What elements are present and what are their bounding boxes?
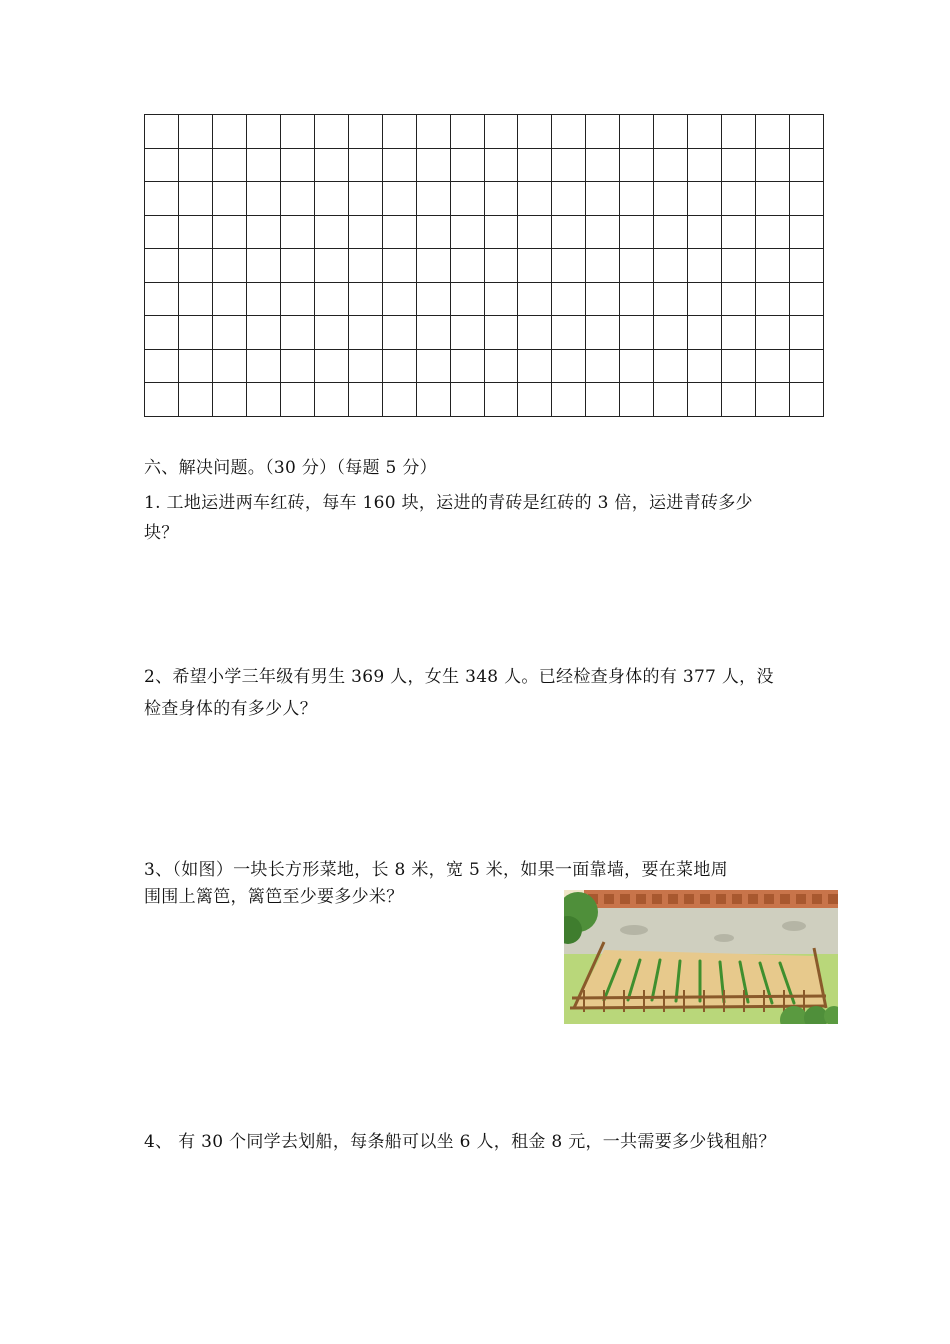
grid-cell[interactable] (790, 350, 824, 384)
grid-cell[interactable] (722, 149, 756, 183)
grid-cell[interactable] (790, 149, 824, 183)
grid-cell[interactable] (315, 216, 349, 250)
grid-cell[interactable] (790, 216, 824, 250)
grid-cell[interactable] (518, 182, 552, 216)
writing-grid[interactable] (144, 114, 824, 417)
grid-cell[interactable] (281, 350, 315, 384)
grid-cell[interactable] (552, 350, 586, 384)
grid-cell[interactable] (620, 115, 654, 149)
vegetable-garden-illustration (564, 890, 838, 1024)
grid-cell[interactable] (417, 182, 451, 216)
grid-cell[interactable] (213, 350, 247, 384)
grid-cell[interactable] (213, 149, 247, 183)
grid-cell[interactable] (247, 115, 281, 149)
grid-cell[interactable] (586, 115, 620, 149)
grid-cell[interactable] (451, 115, 485, 149)
grid-cell[interactable] (586, 283, 620, 317)
grid-cell[interactable] (790, 249, 824, 283)
grid-cell[interactable] (213, 216, 247, 250)
grid-cell[interactable] (620, 216, 654, 250)
grid-cell[interactable] (654, 316, 688, 350)
grid-cell[interactable] (281, 249, 315, 283)
grid-cell[interactable] (485, 249, 519, 283)
grid-cell[interactable] (451, 182, 485, 216)
grid-cell[interactable] (722, 283, 756, 317)
grid-cell[interactable] (552, 149, 586, 183)
grid-cell[interactable] (417, 350, 451, 384)
grid-cell[interactable] (281, 316, 315, 350)
grid-cell[interactable] (688, 283, 722, 317)
grid-cell[interactable] (145, 115, 179, 149)
grid-cell[interactable] (518, 350, 552, 384)
grid-cell[interactable] (247, 283, 281, 317)
section-title: 六、解决问题。（30 分）（每题 5 分） (144, 458, 437, 478)
grid-cell[interactable] (247, 350, 281, 384)
question-3-line-2: 围围上篱笆，篱笆至少要多少米？ (144, 887, 404, 907)
grid-cell[interactable] (485, 383, 519, 417)
grid-cell[interactable] (451, 350, 485, 384)
grid-cell[interactable] (349, 350, 383, 384)
grid-cell[interactable] (315, 249, 349, 283)
grid-cell[interactable] (518, 283, 552, 317)
grid-cell[interactable] (417, 115, 451, 149)
grid-cell[interactable] (179, 216, 213, 250)
grid-cell[interactable] (485, 283, 519, 317)
grid-cell[interactable] (417, 316, 451, 350)
grid-cell[interactable] (247, 182, 281, 216)
grid-cell[interactable] (688, 249, 722, 283)
grid-cell[interactable] (281, 383, 315, 417)
grid-cell[interactable] (586, 383, 620, 417)
grid-cell[interactable] (451, 149, 485, 183)
grid-cell[interactable] (145, 249, 179, 283)
grid-cell[interactable] (790, 283, 824, 317)
grid-cell[interactable] (756, 182, 790, 216)
grid-cell[interactable] (383, 115, 417, 149)
grid-cell[interactable] (179, 182, 213, 216)
grid-cell[interactable] (383, 350, 417, 384)
grid-cell[interactable] (586, 216, 620, 250)
grid-cell[interactable] (552, 316, 586, 350)
grid-cell[interactable] (620, 283, 654, 317)
grid-cell[interactable] (552, 182, 586, 216)
grid-cell[interactable] (654, 249, 688, 283)
grid-cell[interactable] (485, 149, 519, 183)
question-1-line-1: 1. 工地运进两车红砖，每车 160 块，运进的青砖是红砖的 3 倍，运进青砖多少 (144, 493, 753, 513)
grid-cell[interactable] (179, 149, 213, 183)
grid-cell[interactable] (315, 115, 349, 149)
grid-cell[interactable] (790, 115, 824, 149)
grid-cell[interactable] (722, 182, 756, 216)
grid-cell[interactable] (247, 149, 281, 183)
question-4-line-1: 4、 有 30 个同学去划船，每条船可以坐 6 人，租金 8 元，一共需要多少钱租船？ (144, 1132, 776, 1152)
grid-cell[interactable] (722, 350, 756, 384)
grid-cell[interactable] (145, 350, 179, 384)
grid-cell[interactable] (349, 316, 383, 350)
grid-cell[interactable] (349, 216, 383, 250)
grid-cell[interactable] (417, 383, 451, 417)
grid-cell[interactable] (620, 350, 654, 384)
grid-cell[interactable] (654, 182, 688, 216)
grid-cell[interactable] (586, 316, 620, 350)
grid-cell[interactable] (315, 350, 349, 384)
grid-cell[interactable] (349, 149, 383, 183)
grid-cell[interactable] (451, 283, 485, 317)
grid-cell[interactable] (349, 283, 383, 317)
grid-cell[interactable] (722, 216, 756, 250)
grid-cell[interactable] (485, 115, 519, 149)
grid-cell[interactable] (383, 249, 417, 283)
grid-cell[interactable] (281, 216, 315, 250)
grid-cell[interactable] (383, 149, 417, 183)
grid-cell[interactable] (145, 182, 179, 216)
grid-cell[interactable] (281, 182, 315, 216)
grid-cell[interactable] (485, 350, 519, 384)
grid-cell[interactable] (247, 383, 281, 417)
grid-cell[interactable] (722, 249, 756, 283)
grid-cell[interactable] (213, 115, 247, 149)
grid-cell[interactable] (688, 216, 722, 250)
grid-cell[interactable] (756, 249, 790, 283)
grid-cell[interactable] (654, 383, 688, 417)
grid-cell[interactable] (688, 316, 722, 350)
grid-cell[interactable] (518, 249, 552, 283)
grid-cell[interactable] (518, 149, 552, 183)
grid-cell[interactable] (654, 115, 688, 149)
grid-cell[interactable] (417, 283, 451, 317)
grid-cell[interactable] (451, 216, 485, 250)
grid-cell[interactable] (145, 316, 179, 350)
grid-cell[interactable] (722, 115, 756, 149)
grid-cell[interactable] (552, 216, 586, 250)
grid-cell[interactable] (281, 115, 315, 149)
grid-cell[interactable] (620, 182, 654, 216)
grid-cell[interactable] (213, 182, 247, 216)
question-2-line-1: 2、希望小学三年级有男生 369 人，女生 348 人。已经检查身体的有 377 人，没 (144, 667, 774, 687)
grid-cell[interactable] (790, 383, 824, 417)
grid-cell[interactable] (213, 383, 247, 417)
grid-cell[interactable] (247, 216, 281, 250)
grid-cell[interactable] (315, 182, 349, 216)
grid-cell[interactable] (756, 115, 790, 149)
grid-cell[interactable] (213, 283, 247, 317)
grid-cell[interactable] (552, 249, 586, 283)
grid-cell[interactable] (586, 249, 620, 283)
grid-cell[interactable] (722, 316, 756, 350)
grid-cell[interactable] (383, 283, 417, 317)
grid-cell[interactable] (756, 383, 790, 417)
grid-cell[interactable] (145, 149, 179, 183)
grid-cell[interactable] (654, 283, 688, 317)
grid-cell[interactable] (349, 383, 383, 417)
grid-cell[interactable] (417, 216, 451, 250)
grid-cell[interactable] (417, 249, 451, 283)
grid-cell[interactable] (552, 383, 586, 417)
grid-cell[interactable] (145, 283, 179, 317)
grid-cell[interactable] (281, 283, 315, 317)
grid-cell[interactable] (722, 383, 756, 417)
grid-cell[interactable] (790, 182, 824, 216)
grid-cell[interactable] (688, 115, 722, 149)
grid-cell[interactable] (654, 350, 688, 384)
grid-cell[interactable] (179, 350, 213, 384)
grid-cell[interactable] (620, 383, 654, 417)
grid-cell[interactable] (586, 182, 620, 216)
question-1-line-2: 块？ (144, 523, 179, 543)
grid-cell[interactable] (451, 316, 485, 350)
grid-cell[interactable] (654, 216, 688, 250)
grid-cell[interactable] (315, 149, 349, 183)
grid-cell[interactable] (315, 316, 349, 350)
question-2-line-2: 检查身体的有多少人？ (144, 699, 317, 719)
grid-cell[interactable] (485, 316, 519, 350)
grid-cell[interactable] (518, 115, 552, 149)
grid-cell[interactable] (179, 249, 213, 283)
grid-cell[interactable] (756, 216, 790, 250)
grid-cell[interactable] (213, 316, 247, 350)
grid-cell[interactable] (281, 149, 315, 183)
grid-cell[interactable] (179, 283, 213, 317)
grid-cell[interactable] (552, 283, 586, 317)
grid-cell[interactable] (586, 149, 620, 183)
grid-cell[interactable] (145, 216, 179, 250)
grid-cell[interactable] (383, 383, 417, 417)
grid-cell[interactable] (349, 115, 383, 149)
grid-cell[interactable] (552, 115, 586, 149)
grid-cell[interactable] (620, 316, 654, 350)
grid-cell[interactable] (179, 383, 213, 417)
grid-cell[interactable] (654, 149, 688, 183)
grid-cell[interactable] (315, 283, 349, 317)
grid-cell[interactable] (756, 350, 790, 384)
grid-cell[interactable] (383, 316, 417, 350)
grid-cell[interactable] (485, 216, 519, 250)
grid-cell[interactable] (688, 149, 722, 183)
grid-cell[interactable] (756, 149, 790, 183)
grid-cell[interactable] (179, 316, 213, 350)
grid-cell[interactable] (518, 383, 552, 417)
grid-cell[interactable] (247, 249, 281, 283)
grid-cell[interactable] (417, 149, 451, 183)
grid-cell[interactable] (451, 383, 485, 417)
grid-cell[interactable] (349, 182, 383, 216)
grid-cell[interactable] (315, 383, 349, 417)
grid-cell[interactable] (145, 383, 179, 417)
grid-cell[interactable] (620, 249, 654, 283)
grid-cell[interactable] (213, 249, 247, 283)
grid-cell[interactable] (349, 249, 383, 283)
grid-cell[interactable] (756, 283, 790, 317)
grid-cell[interactable] (688, 350, 722, 384)
grid-cell[interactable] (383, 216, 417, 250)
question-3-line-1: 3、（如图）一块长方形菜地，长 8 米，宽 5 米，如果一面靠墙，要在菜地周 (144, 860, 728, 880)
grid-cell[interactable] (518, 216, 552, 250)
grid-cell[interactable] (756, 316, 790, 350)
grid-cell[interactable] (586, 350, 620, 384)
grid-cell[interactable] (179, 115, 213, 149)
grid-cell[interactable] (518, 316, 552, 350)
grid-cell[interactable] (451, 249, 485, 283)
grid-cell[interactable] (790, 316, 824, 350)
grid-cell[interactable] (688, 383, 722, 417)
grid-cell[interactable] (247, 316, 281, 350)
grid-cell[interactable] (688, 182, 722, 216)
grid-cell[interactable] (383, 182, 417, 216)
grid-cell[interactable] (485, 182, 519, 216)
grid-cell[interactable] (620, 149, 654, 183)
